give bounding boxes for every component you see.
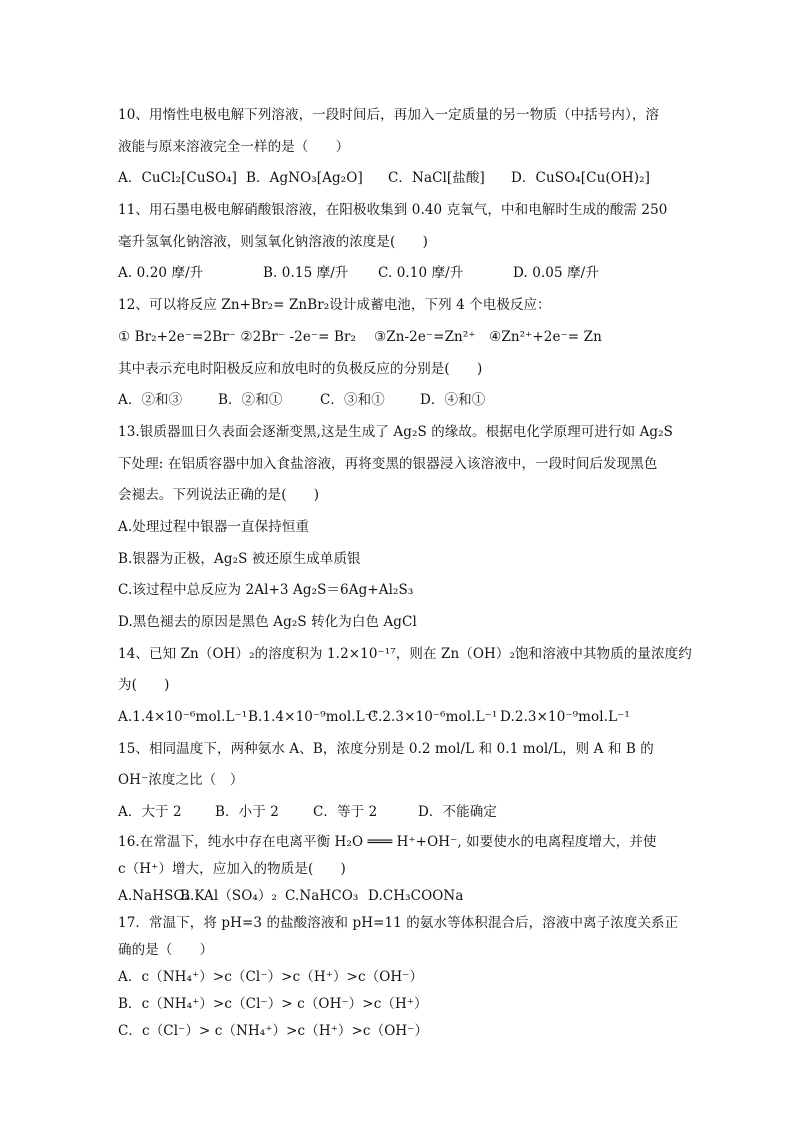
q17-stem-line1: 17．常温下，将 pH=3 的盐酸溶液和 pH=11 的氨水等体积混合后，溶液中离子浓度关系正 <box>118 914 679 931</box>
q14-option-c: C.2.3×10⁻⁶mol.L⁻¹ <box>368 709 498 726</box>
q13-option-c: C.该过程中总反应为 2Al+3 Ag₂S＝6Ag+Al₂S₃ <box>118 582 414 599</box>
q12-option-d: D．④和① <box>420 392 486 409</box>
q13-option-a: A.处理过程中银器一直保持恒重 <box>118 518 310 535</box>
q11-stem-line2: 毫升氢氧化钠溶液，则氢氧化钠溶液的浓度是( ) <box>118 233 428 250</box>
q16-stem-line2: c（H⁺）增大，应加入的物质是( ) <box>118 860 346 877</box>
q12-option-a: A．②和③ <box>118 392 183 409</box>
q11-option-c: C. 0.10 摩/升 <box>378 265 464 282</box>
q16-option-c: C.NaHCO₃ <box>285 887 359 904</box>
q11-options <box>118 258 683 290</box>
q11-option-b: B. 0.15 摩/升 <box>263 265 349 282</box>
q14-option-b: B.1.4×10⁻⁹mol.L⁻¹ <box>248 709 378 726</box>
q11-option-a: A. 0.20 摩/升 <box>118 265 204 282</box>
q16-option-a: A.NaHSO₄ <box>118 887 191 904</box>
q15-option-a: A．大于 2 <box>118 804 182 821</box>
q12-option-b: B．②和① <box>218 392 283 409</box>
q16-options <box>118 883 683 910</box>
q11-stem-line1: 11、用石墨电极电解硝酸银溶液，在阳极收集到 0.40 克氧气，中和电解时生成的酸需 250 <box>118 202 668 219</box>
q16-stem-line1: 16.在常温下，纯水中存在电离平衡 H₂O ═══ H⁺+OH⁻, 如要使水的电离程度增大，并使 <box>118 833 657 850</box>
q12-options <box>118 385 683 417</box>
q14-stem-line1: 14、已知 Zn（OH）₂的溶度积为 1.2×10⁻¹⁷，则在 Zn（OH）₂饱和溶液中其物质的量浓度约 <box>118 645 692 662</box>
q14-option-a: A.1.4×10⁻⁶mol.L⁻¹ <box>118 709 248 726</box>
q16-option-b: B.KAl（SO₄）₂ <box>180 887 278 904</box>
q10-option-c: C．NaCl[盐酸] <box>388 170 485 187</box>
q17-option-b: B．c（NH₄⁺）>c（Cl⁻）> c（OH⁻）>c（H⁺） <box>118 995 428 1012</box>
exam-page <box>118 100 692 1045</box>
q11-option-d: D. 0.05 摩/升 <box>513 265 599 282</box>
q10-option-b: B．AgNO₃[Ag₂O] <box>246 170 363 187</box>
q12-stem-line1: 12、可以将反应 Zn+Br₂= ZnBr₂设计成蓄电池，下列 4 个电极反应： <box>118 297 551 314</box>
q17-stem-line2: 确的是（ ） <box>118 941 214 958</box>
q17-option-c: C．c（Cl⁻）> c（NH₄⁺）>c（H⁺）>c（OH⁻） <box>118 1022 429 1039</box>
q17-option-a: A．c（NH₄⁺）>c（Cl⁻）>c（H⁺）>c（OH⁻） <box>118 968 424 985</box>
q10-stem-line1: 10、用惰性电极电解下列溶液，一段时间后，再加入一定质量的另一物质（中括号内），溶 <box>118 107 660 123</box>
q14-options <box>118 702 683 734</box>
q15-stem-line1: 15、相同温度下，两种氨水 A、B，浓度分别是 0.2 mol/L 和 0.1 mol/L，则 A 和 B 的 <box>118 740 654 757</box>
q13-stem-line2: 下处理: 在铝质容器中加入食盐溶液，再将变黑的银器浸入该溶液中，一段时间后发现黑色 <box>118 455 658 472</box>
q12-stem-line3: 其中表示充电时阳极反应和放电时的负极反应的分别是( ) <box>118 360 483 377</box>
q10-option-d: D．CuSO₄[Cu(OH)₂] <box>511 170 651 187</box>
q13-option-b: B.银器为正极，Ag₂S 被还原生成单质银 <box>118 550 361 567</box>
q10-options <box>118 163 683 195</box>
q15-option-c: C．等于 2 <box>313 804 378 821</box>
q13-stem-line3: 会褪去。下列说法正确的是( ) <box>118 487 320 504</box>
q14-stem-line2: 为( ) <box>118 677 170 694</box>
q16-option-d: D.CH₃COONa <box>368 887 464 904</box>
q10-option-a: A．CuCl₂[CuSO₄] <box>118 170 238 187</box>
q13-stem-line1: 13.银质器皿日久表面会逐渐变黑,这是生成了 Ag₂S 的缘故。根据电化学原理可进行如 Ag₂S <box>118 423 674 440</box>
q15-option-d: D．不能确定 <box>418 804 497 821</box>
q15-stem-line2: OH⁻浓度之比（ ） <box>118 772 244 789</box>
q14-option-d: D.2.3×10⁻⁹mol.L⁻¹ <box>500 709 630 726</box>
q12-reactions: ① Br₂+2e⁻=2Br⁻ ②2Br⁻ -2e⁻= Br₂ ③Zn-2e⁻=Zn²⁺ ④Zn²⁺+2e⁻= Zn <box>118 328 602 345</box>
q12-option-c: C．③和① <box>320 392 385 409</box>
q13-option-d: D.黑色褪去的原因是黑色 Ag₂S 转化为白色 AgCl <box>118 614 417 630</box>
q10-stem-line2: 液能与原来溶液完全一样的是（ ） <box>118 138 350 155</box>
q15-option-b: B．小于 2 <box>215 804 279 821</box>
q15-options <box>118 797 683 829</box>
